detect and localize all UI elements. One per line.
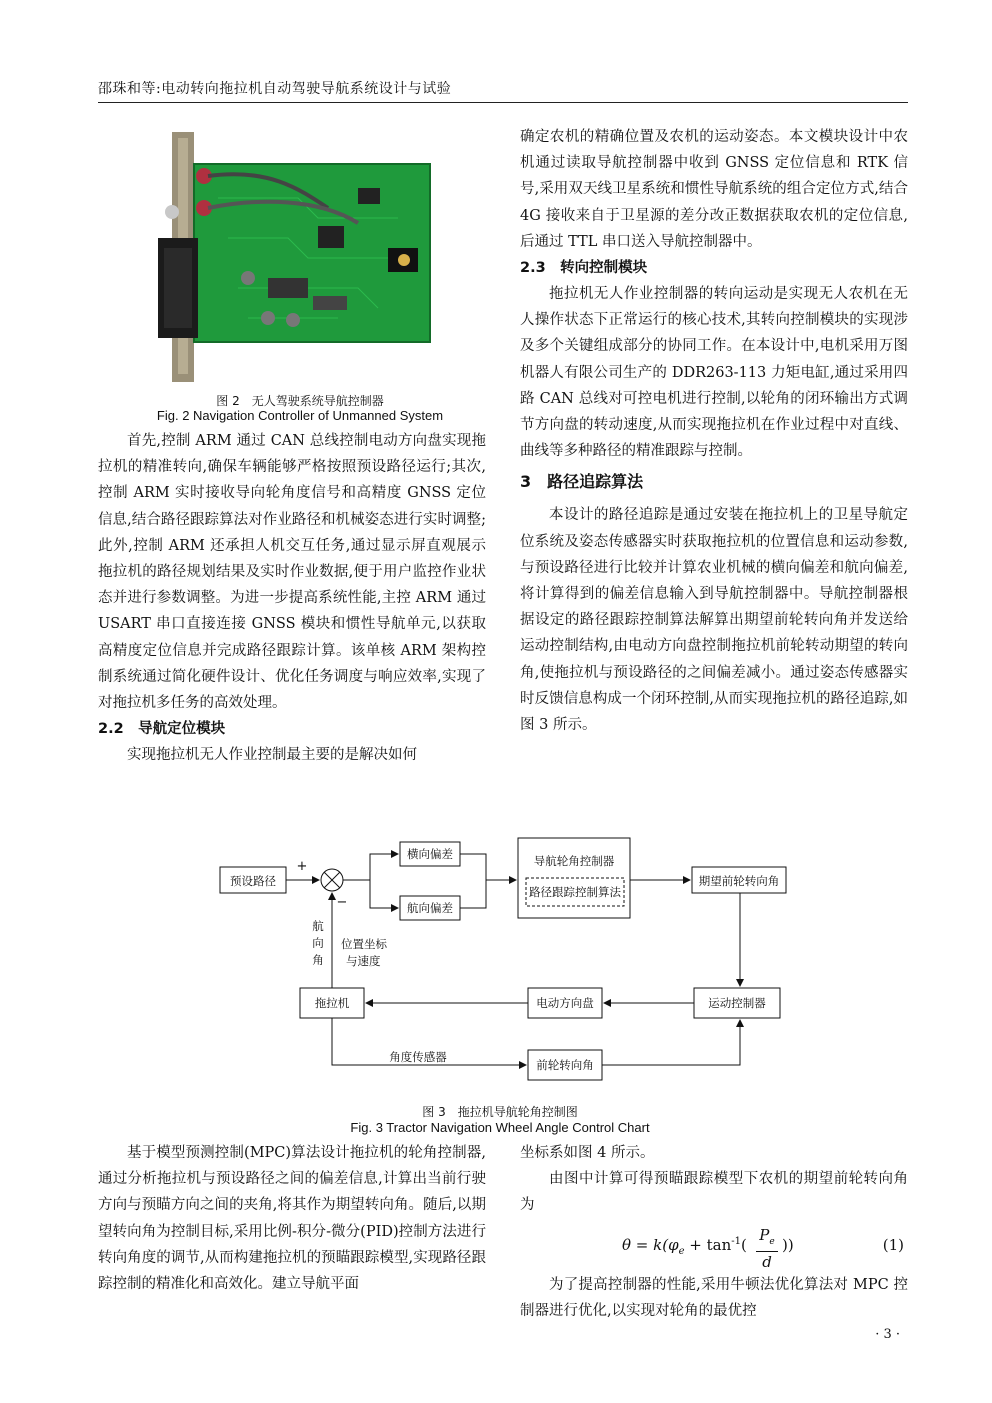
- figure2-caption-en: Fig. 2 Navigation Controller of Unmanned System: [156, 408, 444, 423]
- eq-numerator-sub: e: [769, 1237, 775, 1247]
- eq-paren: (: [741, 1236, 747, 1254]
- section-2-3-heading: 2.3 转向控制模块: [520, 260, 648, 277]
- section-3-heading: 3 路径追踪算法: [520, 472, 644, 492]
- equation-1: [622, 1226, 912, 1270]
- left-column: [98, 428, 486, 768]
- figure3-caption-cn: 图 3 拖拉机导航轮角控制图: [422, 1105, 578, 1119]
- label-preset-path: 预设路径: [230, 874, 276, 888]
- right-paragraph-1: 拖拉机无人作业控制器的转向运动是实现无人农机在无人操作状态下正常运行的核心技术,其转向控制模块的实现涉及多个关键组成部分的协同工作。在本设计中,电机采用万图机器人有限公司生产的 DDR263-113 力矩电缸,通过采用四路 CAN 总线对可控电机进行控制,以轮角的闭环输出方式调节方向盘的转动速度,从而实现拖拉机在作业过程中对直线、曲线等多种路径的精准跟踪与控制。: [520, 286, 908, 460]
- right-paragraph-2: 本设计的路径追踪是通过安装在拖拉机上的卫星导航定位系统及姿态传感器实时获取拖拉机的位置信息和运动参数,与预设路径进行比较并计算农业机械的横向偏差和航向偏差,将计算得到的偏差信息输入到导航控制器中。导航控制器根据设定的路径跟踪控制算法解算出期望前轮转向角并发送给运动控制结构,由电动方向盘控制拖拉机前轮转动期望的转向角,使拖拉机与预设路径的之间偏差减小。通过姿态传感器实时反馈信息构成一个闭环控制,从而实现拖拉机的路径追踪,如图 3 所示。: [520, 507, 908, 734]
- label-position-coordinate: 位置坐标: [341, 937, 387, 951]
- eq-close: )): [782, 1236, 794, 1254]
- figure3-diagram: [200, 830, 800, 1100]
- page-number: · 3 ·: [875, 1327, 900, 1342]
- label-angle-sensor: 角度传感器: [389, 1050, 447, 1064]
- label-heading-deviation: 航向偏差: [407, 901, 453, 915]
- label-nav-controller: 导航轮角控制器: [533, 854, 615, 868]
- right-column: [520, 124, 908, 738]
- label-heading-angle-2: 向: [312, 936, 324, 950]
- section-2-2-heading: 2.2 导航定位模块: [98, 721, 226, 738]
- bottom-right-continuation: [520, 1272, 908, 1324]
- label-minus: −: [336, 895, 348, 910]
- left-paragraph-2: 实现拖拉机无人作业控制最主要的是解决如何: [127, 747, 417, 764]
- bottom-right-paragraph-1: 由图中计算可得预瞄跟踪模型下农机的期望前轮转向角为: [520, 1171, 908, 1214]
- right-paragraph-0: 确定农机的精确位置及农机的运动姿态。本文模块设计中农机通过读取导航控制器中收到 GNSS 定位信息和 RTK 信号,采用双天线卫星系统和惯性导航系统的组合定位方式,结合 4G 接收来自于卫星源的差分改正数据获取农机的定位信息,后通过 TTL 串口送入导航控制器中。: [520, 129, 908, 250]
- label-steering-wheel: 电动方向盘: [536, 996, 594, 1010]
- label-heading-angle-3: 角: [312, 953, 324, 967]
- header-rule: [98, 102, 908, 103]
- bottom-right-paragraph-0: 坐标系如图 4 所示。: [520, 1145, 655, 1161]
- label-front-wheel-angle: 前轮转向角: [536, 1058, 594, 1072]
- eq-mid: + tan: [684, 1236, 732, 1254]
- label-motion-controller: 运动控制器: [708, 996, 766, 1010]
- eq-lhs: θ = k(φ: [622, 1236, 679, 1254]
- bottom-right-paragraph-2: 为了提高控制器的性能,采用牛顿法优化算法对 MPC 控制器进行优化,以实现对轮角的最优控: [520, 1277, 908, 1320]
- running-header: 邵珠和等:电动转向拖拉机自动驾驶导航系统设计与试验: [98, 81, 452, 97]
- figure3-caption-en: Fig. 3 Tractor Navigation Wheel Angle Control Chart: [350, 1120, 650, 1135]
- label-and-speed: 与速度: [346, 954, 381, 968]
- label-plus: +: [296, 859, 308, 874]
- eq-sup: -1: [731, 1236, 742, 1247]
- label-path-algorithm: 路径跟踪控制算法: [529, 885, 621, 899]
- eq-denominator: d: [762, 1253, 772, 1271]
- eq-number: (1): [882, 1236, 904, 1254]
- left-paragraph-1: 首先,控制 ARM 通过 CAN 总线控制电动方向盘实现拖拉机的精准转向,确保车辆能够严格按照预设路径运行;其次,控制 ARM 实时接收导向轮角度信号和高精度 GNSS 定位信息,结合路径跟踪算法对作业路径和机械姿态进行实时调整;此外,控制 ARM 还承担人机交互任务,通过显示屏直观展示拖拉机的路径规划结果及实时作业数据,便于用户监控作业状态并进行参数调整。为进一步提高系统性能,主控 ARM 通过 USART 串口直接连接 GNSS 模块和惯性导航单元,以获取高精度定位信息并完成路径跟踪计算。该单核 ARM 架构控制系统通过简化硬件设计、优化任务调度与响应效率,实现了对拖拉机多任务的高效处理。: [98, 433, 486, 712]
- label-tractor: 拖拉机: [314, 996, 350, 1010]
- bottom-left-column: [98, 1140, 486, 1297]
- figure2-caption-cn: 图 2 无人驾驶系统导航控制器: [216, 394, 384, 408]
- eq-numerator: P: [759, 1226, 770, 1244]
- figure2-photo: [158, 128, 434, 386]
- label-lateral-deviation: 横向偏差: [407, 847, 453, 861]
- bottom-right-column: [520, 1140, 908, 1219]
- label-desired-angle: 期望前轮转向角: [698, 874, 780, 888]
- label-heading-angle-1: 航: [312, 919, 324, 933]
- eq-sub-e: e: [678, 1246, 685, 1257]
- bottom-left-paragraph: 基于模型预测控制(MPC)算法设计拖拉机的轮角控制器,通过分析拖拉机与预设路径之间的偏差信息,计算出当前行驶方向与预瞄方向之间的夹角,将其作为期望转向角。随后,以期望转向角为控制目标,采用比例-积分-微分(PID)控制方法进行转向角度的调节,从而构建拖拉机的预瞄跟踪模型,实现路径跟踪控制的精准化和高效化。建立导航平面: [98, 1145, 486, 1293]
